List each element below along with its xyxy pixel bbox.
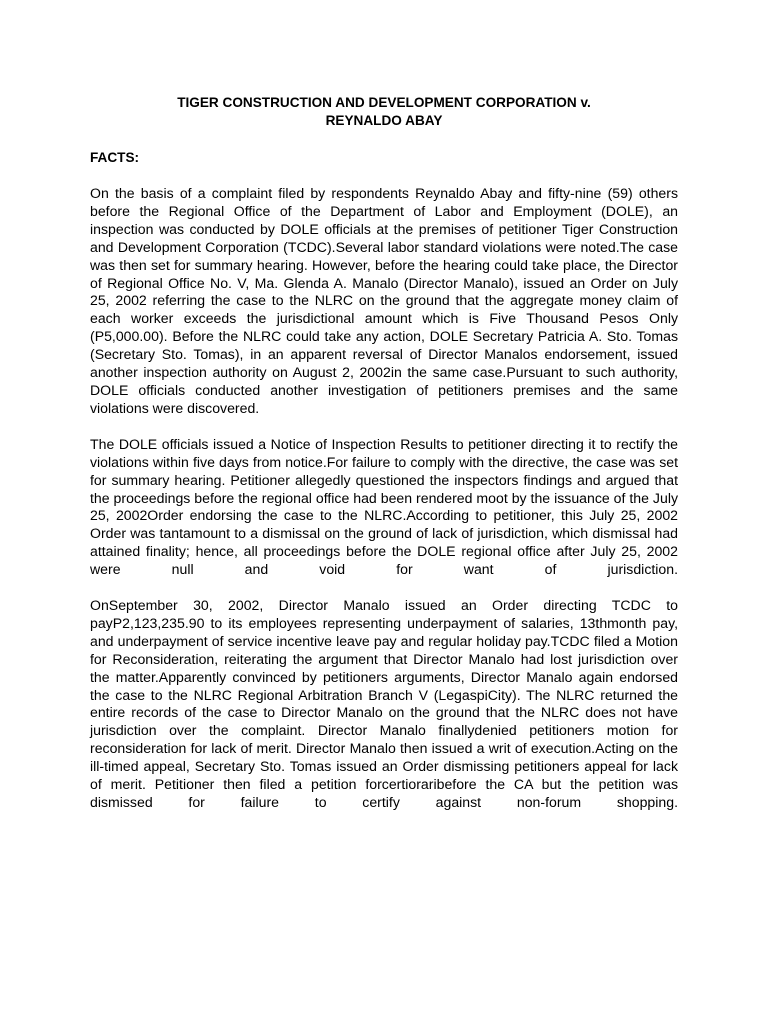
facts-heading: FACTS: xyxy=(90,150,140,165)
paragraph-1: On the basis of a complaint filed by respondents Reynaldo Abay and fifty-nine (59) others before the Regional Office of the Department of Labor and Employment (DOLE), an inspection was conducted by DOLE officials at the premises of petitioner Tiger Construction and Development Corporation (TCDC).Several labor standard violations were noted.The case was then set for summary hearing. However, before the hearing could take place, the Director of Regional Office No. V, Ma. Glenda A. Manalo (Director Manalo), issued an Order on July 25, 2002 referring the case to the NLRC on the ground that the aggregate money claim of each worker exceeds the jurisdictional amount which is Five Thousand Pesos Only (P5,000.00). Before the NLRC could take any action, DOLE Secretary Patricia A. Sto. Tomas (Secretary Sto. Tomas), in an apparent reversal of Director Manalos endorsement, issued another inspection authority on August 2, 2002in the same case.Pursuant to such authority, DOLE officials conducted another investigation of petitioners premises and the same violations were discovered. xyxy=(90,185,678,416)
document-page xyxy=(90,94,678,812)
document-title xyxy=(90,94,678,130)
title-line-2: REYNALDO ABAY xyxy=(325,113,443,128)
paragraph-2: The DOLE officials issued a Notice of Inspection Results to petitioner directing it to rectify the violations within five days from notice.For failure to comply with the directive, the case was set for summary hearing. Petitioner allegedly questioned the inspectors findings and argued that the proceedings before the regional office had been rendered moot by the issuance of the July 25, 2002Order endorsing the case to the NLRC.According to petitioner, this July 25, 2002 Order was tantamount to a dismissal on the ground of lack of jurisdiction, which dismissal had attained finality; hence, all proceedings before the DOLE regional office after July 25, 2002 were null and void for want of jurisdiction. xyxy=(90,435,678,578)
title-line-1: TIGER CONSTRUCTION AND DEVELOPMENT CORPORATION v. xyxy=(177,95,591,110)
paragraph-3: OnSeptember 30, 2002, Director Manalo issued an Order directing TCDC to payP2,123,235.90 to its employees representing underpayment of salaries, 13thmonth pay, and underpayment of service incentive leave pay and regular holiday pay.TCDC filed a Motion for Reconsideration, reiterating the argument that Director Manalo had lost jurisdiction over the matter.Apparently convinced by petitioners arguments, Director Manalo again endorsed the case to the NLRC Regional Arbitration Branch V (LegaspiCity). The NLRC returned the entire records of the case to Director Manalo on the ground that the NLRC does not have jurisdiction over the complaint. Director Manalo finallydenied petitioners motion for reconsideration for lack of merit. Director Manalo then issued a writ of execution.Acting on the ill-timed appeal, Secretary Sto. Tomas issued an Order dismissing petitioners appeal for lack of merit. Petitioner then filed a petition forcertioraribefore the CA but the petition was dismissed for failure to certify against non-forum shopping. xyxy=(90,597,678,810)
